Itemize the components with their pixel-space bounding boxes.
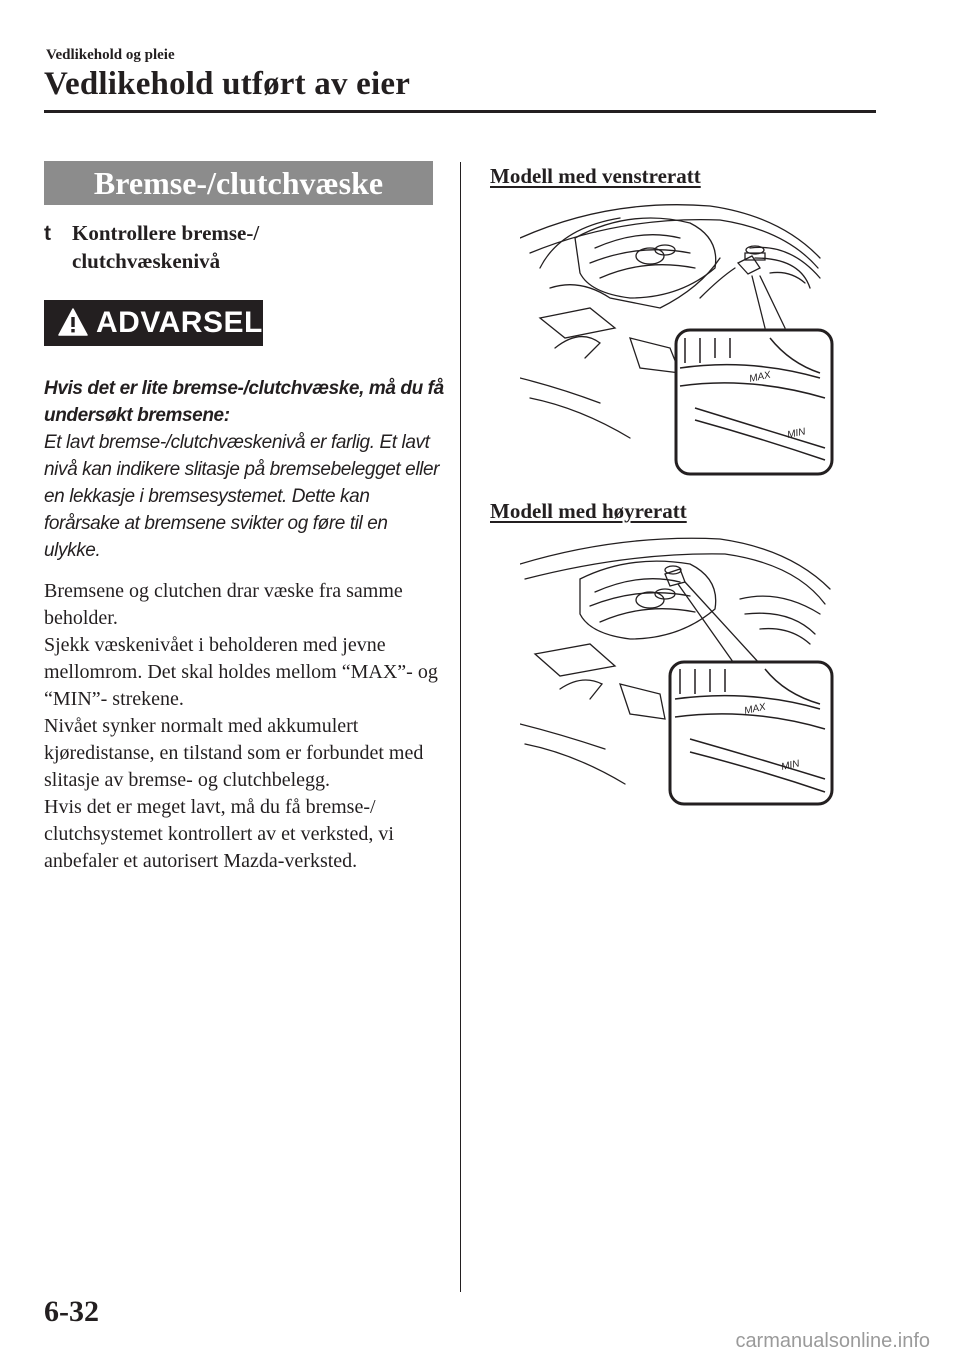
body-paragraph: Hvis det er meget lavt, må du få bremse-/ clutchsystemet kontrollert av et verksted, vi anbefaler et autorisert Mazda-verksted. — [44, 796, 394, 872]
body-paragraph: Sjekk væskenivået i beholderen med jevne mellomrom. Det skal holdes mellom “MAX”- og “MIN”- strekene. — [44, 634, 438, 710]
sub-heading-bullet: t — [44, 222, 51, 245]
page-number: 6-32 — [44, 1295, 99, 1328]
lhd-model-heading: Modell med venstreratt — [490, 164, 701, 188]
body-text — [44, 578, 444, 875]
lhd-engine-bay-illustration — [520, 198, 840, 483]
sub-heading: Kontrollere bremse-/ clutchvæskenivå — [72, 221, 260, 273]
watermark-text: carmanualsonline.info — [735, 1330, 930, 1352]
warning-body: Et lavt bremse-/clutchvæskenivå er farlig. Et lavt nivå kan indikere slitasje på bremsebelegget eller en lekkasje i bremsesystemet. Dette kan forårsake at bremsene svikter og føre til en ulykke. — [44, 432, 440, 561]
rhd-engine-bay-illustration — [520, 534, 840, 819]
max-mark-label: MAX — [748, 369, 772, 385]
column-divider — [460, 162, 461, 1292]
title-rule — [44, 110, 876, 113]
warning-triangle-icon — [58, 308, 88, 336]
max-mark-label: MAX — [743, 701, 767, 717]
min-mark-label: MIN — [786, 426, 807, 441]
body-paragraph: Bremsene og clutchen drar væske fra samme beholder. — [44, 580, 403, 629]
warning-label — [44, 300, 263, 346]
min-mark-label: MIN — [780, 758, 801, 773]
page-title: Vedlikehold utført av eier — [44, 66, 411, 102]
section-banner: Bremse-/clutchvæske — [44, 161, 433, 205]
warning-label-text: ADVARSEL — [96, 306, 263, 339]
breadcrumb: Vedlikehold og pleie — [46, 47, 175, 63]
body-paragraph: Nivået synker normalt med akkumulert kjøredistanse, en tilstand som er forbundet med slitasje av bremse- og clutchbelegg. — [44, 715, 424, 791]
rhd-model-heading: Modell med høyreratt — [490, 499, 687, 523]
warning-heading: Hvis det er lite bremse-/clutchvæske, må du få undersøkt bremsene: — [44, 378, 444, 426]
